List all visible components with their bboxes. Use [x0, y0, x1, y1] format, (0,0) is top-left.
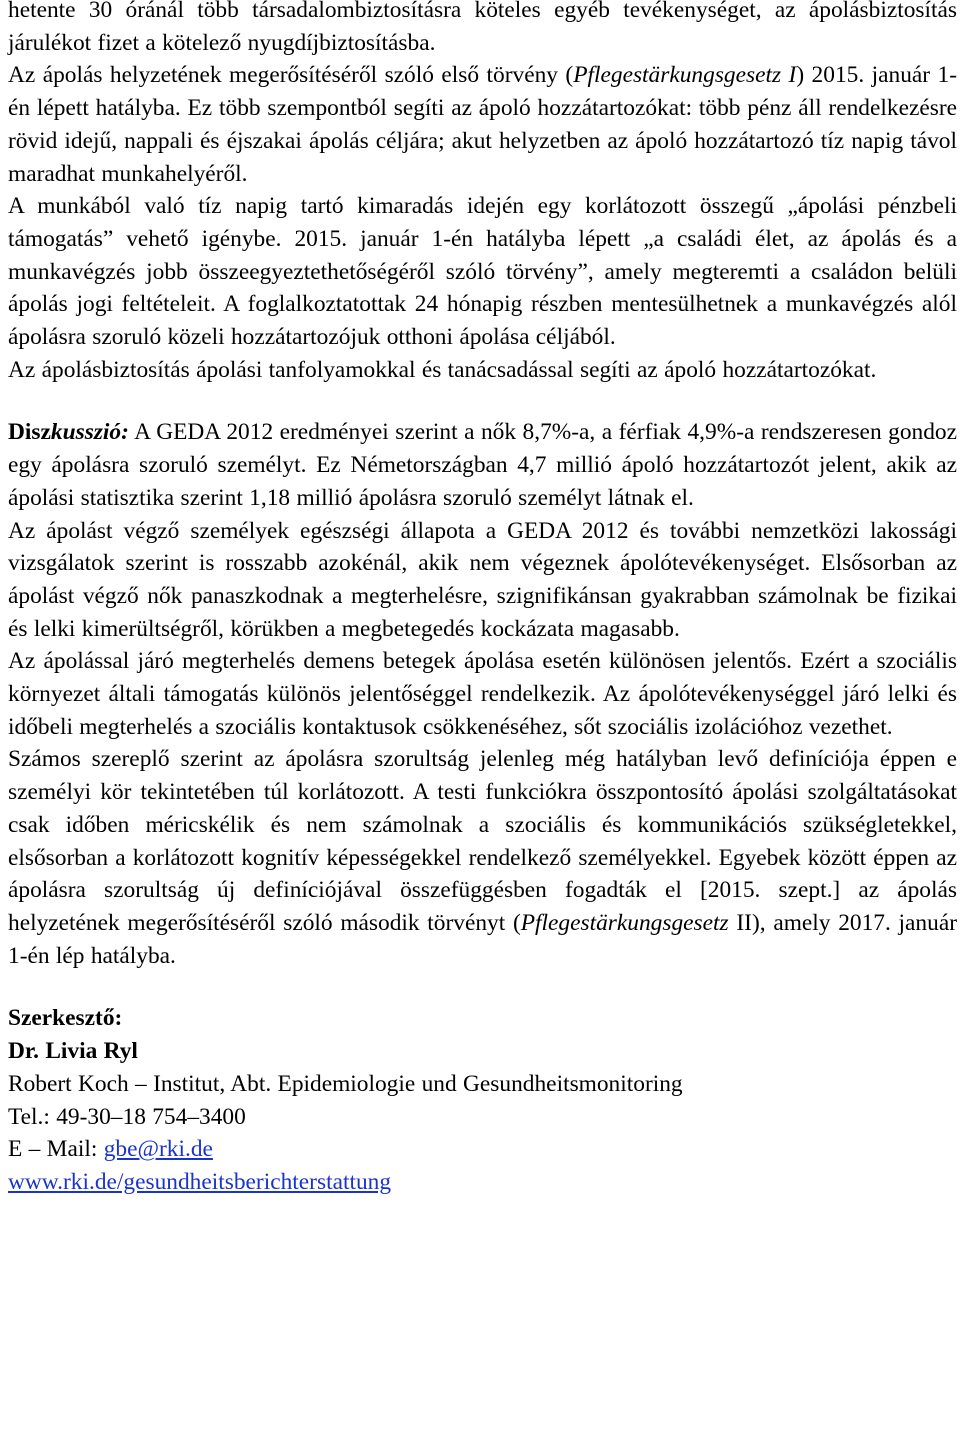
editor-heading: Szerkesztő: — [8, 1005, 123, 1032]
email-link[interactable]: gbe@rki.de — [103, 1136, 213, 1163]
paragraph-contributions — [8, 0, 957, 190]
website-link[interactable]: www.rki.de/gesundheitsberichterstattung — [8, 1168, 392, 1195]
law-name-italic: Pflegestärkungsgesetz — [520, 909, 729, 936]
paragraph-text: ) 2015. január 1-én lépett hatályba. — [8, 62, 958, 122]
paragraph-dementia-burden — [8, 645, 957, 743]
editor-institute: Robert Koch – Institut, Abt. Epidemiologie und Gesundheitsmonitoring — [8, 1070, 683, 1097]
editor-block — [8, 1002, 957, 1198]
paragraph-text: Ez több szempontból segíti az ápoló hozzátartozókat: több pénz áll rendelkezésre rövid idejű, nappali és éjszakai ápolás céljára; akut helyzetben az ápoló hozzátartozó tíz napig távol maradhat munkahelyéről. — [8, 95, 957, 187]
paragraph-text: Az ápolással járó megterhelés demens betegek ápolása esetén különösen jelentős. Ezért a szociális környezet általi támogatás különös jelentőséggel rendelkezik. Az ápolótevékenységgel járó lelki és időbeli megterhelés a szociális kontaktusok csökkenéséhez, sőt szociális izolációhoz vezethet. — [8, 648, 957, 740]
paragraph-discussion-intro — [8, 416, 957, 514]
paragraph-text: Az ápolást végző személyek egészségi állapota a GEDA 2012 és további nemzetközi lakossági vizsgálatok szerint is rosszabb azokénál, akik nem végeznek ápolótevékenységet. Elsősorban az ápolást végző nők panaszkodnak a megterhelésre, szignifikánsan gyakrabban számolnak be fizikai és lelki kimerültségről, körükben a megbetegedés kockázata magasabb. — [8, 517, 957, 642]
editor-name: Dr. Livia Ryl — [8, 1038, 138, 1065]
editor-website-line — [8, 1166, 957, 1199]
paragraph-text: Számos szereplő szerint az ápolásra szorultság jelenleg még hatályban levő definíciója éppen e személyi kör tekintetében túl korlátozott. A testi funkciókra összpontosító ápolási szolgáltatásokat csak időben méricskélik és nem számolnak a szociális és kommunikációs szükségletekkel, elsősorban a korlátozott kognitív képességekkel rendelkező személyekkel. Egyebek között éppen az ápolásra szorultság új definíciójával összefüggésben fogadták el [2015. szept.] az ápolás helyzetének megerősítéséről szóló második törvényt ( — [8, 746, 957, 936]
paragraph-text: hetente 30 óránál több társadalombiztosításra köteles egyéb tevékenységet, az ápolásbiztosítás járulékot fizet a kötelező nyugdíjbiztosításba. — [8, 0, 957, 56]
paragraph-definition — [8, 743, 957, 972]
paragraph-health-status — [8, 515, 957, 646]
paragraph-text: Az ápolásbiztosítás ápolási tanfolyamokkal és tanácsadással segíti az ápoló hozzátartozókat. — [8, 356, 877, 383]
editor-email-line — [8, 1133, 957, 1166]
paragraph-courses — [8, 354, 957, 387]
discussion-label-bold: Disz — [8, 419, 51, 446]
law-name-italic: Pflegestärkungsgesetz I — [573, 62, 797, 89]
paragraph-text: A GEDA 2012 eredményei szerint a nők 8,7%-a, a férfiak 4,9%-a rendszeresen gondoz egy ápolásra szoruló személyt. Ez Németországban 4,7 millió ápoló hozzátartozót jelent, akik az ápolási statisztika szerint 1,18 millió ápolásra szoruló személyt látnak el. — [8, 419, 957, 511]
email-label: E – Mail: — [8, 1136, 104, 1163]
document-page — [8, 0, 957, 1199]
paragraph-care-allowance — [8, 190, 957, 354]
editor-telephone: Tel.: 49-30–18 754–3400 — [8, 1103, 246, 1130]
paragraph-text: Az ápolás helyzetének megerősítéséről szóló első törvény ( — [8, 62, 574, 89]
paragraph-text: A munkából való tíz napig tartó kimaradás idején egy korlátozott összegű „ápolási pénzbeli támogatás” vehető igénybe. 2015. január 1-én hatályba lépett „a családi élet, az ápolás és a munkavégzés jobb összeegyeztethetőségéről szóló törvény”, amely megteremti a családon belüli ápolás jogi feltételeit. A foglalkoztatottak 24 hónapig részben mentesülhetnek a munkavégzés alól ápolásra szoruló közeli hozzátartozójuk otthoni ápolása céljából. — [8, 193, 957, 351]
discussion-label-bold-italic: kusszió: — [50, 419, 129, 446]
paragraph-text: II), amely 2017. január 1-én lép hatályba. — [8, 909, 957, 969]
